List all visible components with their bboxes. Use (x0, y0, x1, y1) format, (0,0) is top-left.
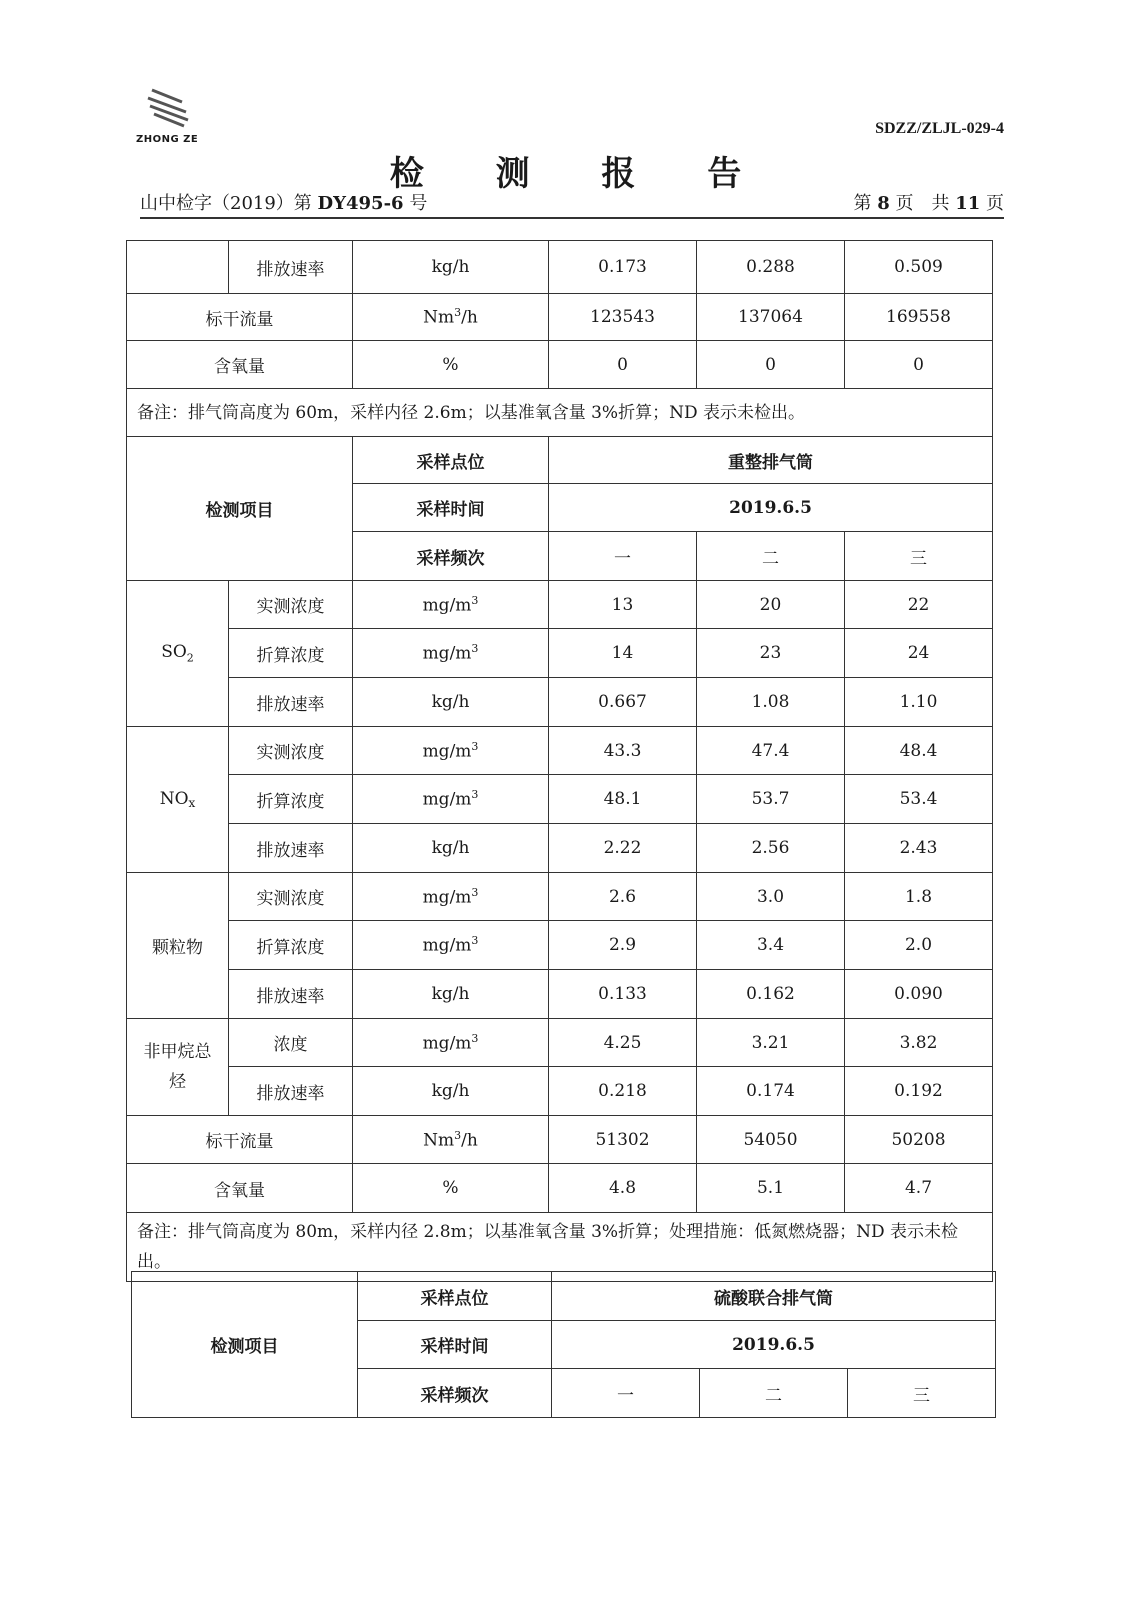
value-cell: 23 (697, 629, 845, 678)
table-row (127, 341, 993, 389)
freq-value-cell: 三 (848, 1369, 996, 1418)
value-cell: 0.173 (549, 241, 697, 294)
unit-cell: kg/h (353, 824, 549, 873)
pollutant-cell: 颗粒物 (127, 873, 229, 1019)
value-cell: 47.4 (697, 727, 845, 775)
pollutant-sub: 2 (186, 651, 194, 665)
value-cell: 48.1 (549, 775, 697, 824)
table-row (127, 921, 993, 970)
pollutant-name: NO (159, 789, 189, 809)
table-row (127, 294, 993, 341)
item-cell: 标干流量 (127, 294, 353, 341)
unit-cell (353, 1116, 549, 1164)
page-indicator (853, 189, 1004, 215)
value-cell: 0.218 (549, 1067, 697, 1116)
empty-cell (127, 241, 229, 294)
param-cell: 浓度 (229, 1019, 353, 1067)
time-value-cell: 2019.6.5 (549, 484, 993, 532)
table-row (127, 1019, 993, 1067)
value-cell: 20 (697, 581, 845, 629)
value-cell: 0.288 (697, 241, 845, 294)
value-cell: 2.0 (845, 921, 993, 970)
point-value-cell: 重整排气筒 (549, 437, 993, 484)
table-row (127, 824, 993, 873)
unit-cell (353, 727, 549, 775)
report-suffix: 号 (409, 193, 428, 214)
results-table-sulfuric-stack (131, 1271, 996, 1418)
table-row (127, 727, 993, 775)
time-label-cell: 采样时间 (358, 1321, 552, 1369)
table-row (127, 873, 993, 921)
unit-cell: % (353, 341, 549, 389)
freq-value-cell: 一 (549, 532, 697, 581)
value-cell: 4.25 (549, 1019, 697, 1067)
unit-sup: 3 (471, 788, 479, 802)
item-header-cell: 检测项目 (127, 437, 353, 581)
unit-sup: 3 (471, 593, 479, 607)
zhongze-logo-icon (142, 82, 196, 132)
page-suffix: 页 (986, 193, 1004, 214)
value-cell: 5.1 (697, 1164, 845, 1213)
time-value-cell: 2019.6.5 (552, 1321, 996, 1369)
unit-base: Nm (423, 1130, 455, 1151)
value-cell: 3.21 (697, 1019, 845, 1067)
table-row (127, 581, 993, 629)
param-cell: 折算浓度 (229, 629, 353, 678)
freq-label-cell: 采样频次 (353, 532, 549, 581)
value-cell: 137064 (697, 294, 845, 341)
pollutant-name: SO (161, 642, 187, 663)
unit-base: Nm (423, 307, 455, 328)
unit-tail: /h (461, 307, 478, 328)
value-cell: 1.8 (845, 873, 993, 921)
point-label-cell: 采样点位 (353, 437, 549, 484)
freq-value-cell: 二 (700, 1369, 848, 1418)
value-cell: 0 (697, 341, 845, 389)
logo-text: ZHONG ZE (136, 134, 199, 145)
page-mid: 页 共 (895, 193, 950, 214)
unit-cell (353, 873, 549, 921)
pollutant-sub: x (188, 796, 196, 810)
value-cell: 48.4 (845, 727, 993, 775)
value-cell: 2.22 (549, 824, 697, 873)
unit-sup: 3 (471, 885, 479, 899)
item-cell: 标干流量 (127, 1116, 353, 1164)
table-row (127, 389, 993, 437)
value-cell: 2.6 (549, 873, 697, 921)
table-row (127, 775, 993, 824)
value-cell: 53.7 (697, 775, 845, 824)
param-cell: 排放速率 (229, 678, 353, 727)
report-number (140, 189, 427, 215)
item-cell: 含氧量 (127, 341, 353, 389)
table-row (132, 1272, 996, 1321)
page-total: 11 (955, 193, 981, 214)
unit-sup: 3 (471, 739, 479, 753)
company-logo (136, 82, 200, 148)
value-cell: 0.162 (697, 970, 845, 1019)
value-cell: 4.7 (845, 1164, 993, 1213)
value-cell: 0.509 (845, 241, 993, 294)
param-cell: 折算浓度 (229, 775, 353, 824)
unit-sup: 3 (471, 1031, 479, 1045)
unit-base: mg/m (422, 741, 472, 762)
remark-cell: 备注：排气筒高度为 80m，采样内径 2.8m；以基准氧含量 3%折算；处理措施：低氮燃烧器；ND 表示未检出。 (127, 1213, 993, 1282)
unit-base: mg/m (422, 595, 472, 616)
document-title: 检 测 报 告 (389, 154, 772, 194)
value-cell: 1.10 (845, 678, 993, 727)
value-cell: 14 (549, 629, 697, 678)
param-cell: 排放速率 (229, 1067, 353, 1116)
unit-base: mg/m (422, 887, 472, 908)
item-cell: 含氧量 (127, 1164, 353, 1213)
unit-cell: % (353, 1164, 549, 1213)
value-cell: 24 (845, 629, 993, 678)
value-cell: 0.090 (845, 970, 993, 1019)
report-header-line (140, 195, 1004, 219)
value-cell: 0 (845, 341, 993, 389)
pollutant-cell: 非甲烷总烃 (127, 1019, 229, 1116)
report-prefix: 山中检字（2019）第 (140, 193, 312, 214)
param-cell: 折算浓度 (229, 921, 353, 970)
param-cell: 实测浓度 (229, 727, 353, 775)
value-cell: 3.0 (697, 873, 845, 921)
table-row (127, 678, 993, 727)
report-number-value: DY495-6 (317, 193, 404, 214)
pollutant-cell (127, 727, 229, 873)
value-cell: 1.08 (697, 678, 845, 727)
pollutant-cell (127, 581, 229, 727)
table-row (127, 1164, 993, 1213)
unit-sup: 3 (454, 306, 462, 320)
time-label-cell: 采样时间 (353, 484, 549, 532)
param-cell: 排放速率 (229, 970, 353, 1019)
unit-base: mg/m (422, 935, 472, 956)
table-row (127, 241, 993, 294)
point-label-cell: 采样点位 (358, 1272, 552, 1321)
value-cell: 0.174 (697, 1067, 845, 1116)
unit-cell: kg/h (353, 970, 549, 1019)
value-cell: 2.56 (697, 824, 845, 873)
value-cell: 169558 (845, 294, 993, 341)
value-cell: 4.8 (549, 1164, 697, 1213)
freq-label-cell: 采样频次 (358, 1369, 552, 1418)
value-cell: 53.4 (845, 775, 993, 824)
unit-tail: /h (461, 1130, 478, 1151)
unit-cell (353, 581, 549, 629)
item-header-cell: 检测项目 (132, 1272, 358, 1418)
value-cell: 0.667 (549, 678, 697, 727)
value-cell: 3.82 (845, 1019, 993, 1067)
unit-cell: kg/h (353, 1067, 549, 1116)
table-row (127, 970, 993, 1019)
form-code: SDZZ/ZLJL-029-4 (875, 120, 1004, 137)
value-cell: 3.4 (697, 921, 845, 970)
value-cell: 50208 (845, 1116, 993, 1164)
value-cell: 0.192 (845, 1067, 993, 1116)
value-cell: 0.133 (549, 970, 697, 1019)
unit-cell: kg/h (353, 678, 549, 727)
param-cell: 实测浓度 (229, 873, 353, 921)
value-cell: 22 (845, 581, 993, 629)
value-cell: 2.9 (549, 921, 697, 970)
point-value-cell: 硫酸联合排气筒 (552, 1272, 996, 1321)
value-cell: 13 (549, 581, 697, 629)
value-cell: 2.43 (845, 824, 993, 873)
param-cell: 排放速率 (229, 824, 353, 873)
unit-cell (353, 294, 549, 341)
unit-sup: 3 (471, 934, 479, 948)
unit-base: mg/m (422, 643, 472, 664)
freq-value-cell: 三 (845, 532, 993, 581)
value-cell: 54050 (697, 1116, 845, 1164)
freq-value-cell: 一 (552, 1369, 700, 1418)
unit-cell: kg/h (353, 241, 549, 294)
page-current: 8 (877, 193, 890, 214)
param-cell: 排放速率 (229, 241, 353, 294)
unit-sup: 3 (471, 642, 479, 656)
unit-base: mg/m (422, 1033, 472, 1054)
table-row (127, 1067, 993, 1116)
table-row (127, 1116, 993, 1164)
table-row (127, 629, 993, 678)
value-cell: 51302 (549, 1116, 697, 1164)
unit-sup: 3 (454, 1128, 462, 1142)
unit-cell (353, 629, 549, 678)
unit-base: mg/m (422, 789, 472, 810)
unit-cell (353, 775, 549, 824)
unit-cell (353, 921, 549, 970)
value-cell: 43.3 (549, 727, 697, 775)
param-cell: 实测浓度 (229, 581, 353, 629)
remark-cell: 备注：排气筒高度为 60m，采样内径 2.6m；以基准氧含量 3%折算；ND 表示未检出。 (127, 389, 993, 437)
value-cell: 0 (549, 341, 697, 389)
results-table-continued (126, 240, 993, 437)
results-table-reforming-stack (126, 436, 993, 1282)
page-prefix: 第 (853, 193, 872, 214)
table-row (127, 437, 993, 484)
freq-value-cell: 二 (697, 532, 845, 581)
unit-cell (353, 1019, 549, 1067)
value-cell: 123543 (549, 294, 697, 341)
